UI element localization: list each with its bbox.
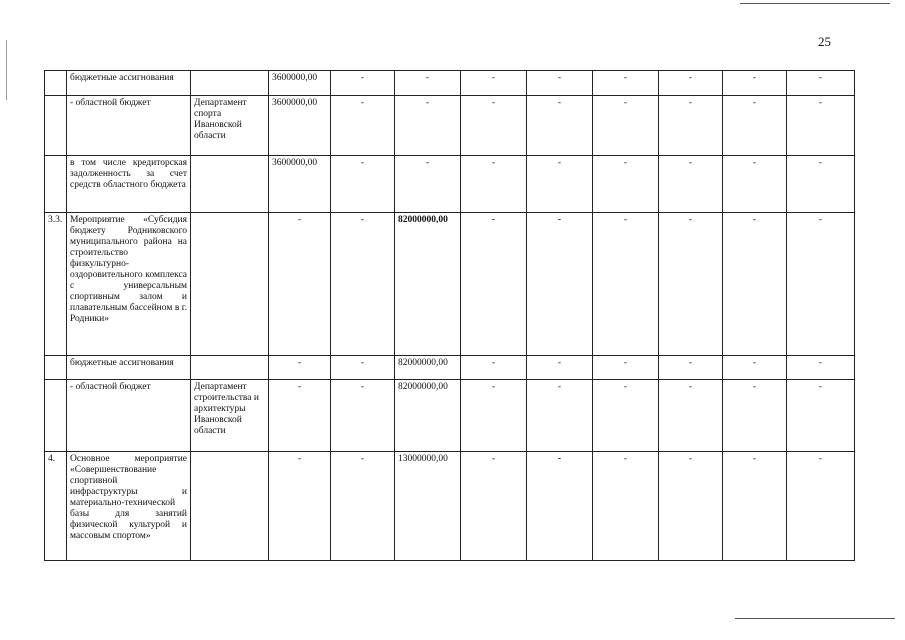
value-cell: - [723, 380, 787, 452]
scan-line-left [6, 40, 7, 100]
value-cell: - [659, 380, 723, 452]
value-cell: - [593, 213, 659, 356]
value-cell: - [593, 71, 659, 96]
value-cell: - [659, 156, 723, 213]
value-cell: - [331, 71, 395, 96]
value-cell: 82000000,00 [395, 213, 461, 356]
value-cell: - [395, 96, 461, 156]
row-number: 4. [45, 452, 67, 561]
value-cell: - [787, 156, 855, 213]
page-number: 25 [818, 34, 831, 49]
value-cell: - [461, 356, 527, 380]
value-cell: - [787, 96, 855, 156]
value-cell: - [787, 356, 855, 380]
row-executor [191, 213, 269, 356]
value-cell: - [659, 213, 723, 356]
row-executor [191, 452, 269, 561]
row-executor [191, 356, 269, 380]
value-cell: - [395, 71, 461, 96]
value-cell: - [659, 96, 723, 156]
value-cell: - [461, 71, 527, 96]
value-cell: - [723, 452, 787, 561]
value-cell: - [331, 213, 395, 356]
table-row [45, 71, 855, 96]
value-cell: - [527, 71, 593, 96]
value-cell: - [787, 213, 855, 356]
row-number [45, 96, 67, 156]
row-number [45, 356, 67, 380]
value-cell: - [331, 380, 395, 452]
row-number [45, 71, 67, 96]
value-cell: - [269, 380, 331, 452]
value-cell: - [269, 452, 331, 561]
table-row [45, 96, 855, 156]
value-cell: 3600000,00 [269, 96, 331, 156]
table-row [45, 156, 855, 213]
row-name: - областной бюджет [67, 380, 191, 452]
value-cell: - [787, 452, 855, 561]
value-cell: - [527, 213, 593, 356]
row-executor: Департамент строительства и архитектуры Ивановской области [191, 380, 269, 452]
scan-line-bottom [735, 618, 895, 619]
value-cell: - [659, 71, 723, 96]
value-cell: - [461, 156, 527, 213]
value-cell: - [331, 356, 395, 380]
value-cell: - [787, 71, 855, 96]
value-cell: - [723, 96, 787, 156]
row-name: - областной бюджет [67, 96, 191, 156]
value-cell: 3600000,00 [269, 156, 331, 213]
row-executor [191, 156, 269, 213]
value-cell: - [593, 356, 659, 380]
value-cell: - [723, 156, 787, 213]
value-cell: - [659, 356, 723, 380]
value-cell: - [269, 213, 331, 356]
table-row [45, 356, 855, 380]
row-number [45, 156, 67, 213]
value-cell: - [527, 356, 593, 380]
row-number [45, 380, 67, 452]
value-cell: - [461, 96, 527, 156]
value-cell: - [723, 356, 787, 380]
value-cell: - [527, 96, 593, 156]
value-cell: - [527, 156, 593, 213]
row-name: бюджетные ассигнования [67, 71, 191, 96]
row-executor: Департамент спорта Ивановской области [191, 96, 269, 156]
value-cell: - [461, 380, 527, 452]
value-cell: 13000000,00 [395, 452, 461, 561]
value-cell: - [527, 452, 593, 561]
value-cell: - [461, 452, 527, 561]
table-row [45, 213, 855, 356]
value-cell: 82000000,00 [395, 356, 461, 380]
row-name: Основное мероприятие «Совершенствование спортивной инфраструктуры и материально-технической базы для занятий физической культурой и массовым спортом» [67, 452, 191, 561]
value-cell: 3600000,00 [269, 71, 331, 96]
value-cell: - [331, 452, 395, 561]
table-row [45, 380, 855, 452]
value-cell: - [269, 356, 331, 380]
table-row [45, 452, 855, 561]
row-executor [191, 71, 269, 96]
scan-line-top [740, 3, 890, 4]
value-cell: - [723, 71, 787, 96]
value-cell: - [331, 96, 395, 156]
row-name: в том числе кредиторская задолженность за счет средств областного бюджета [67, 156, 191, 213]
value-cell: - [461, 213, 527, 356]
value-cell: - [787, 380, 855, 452]
row-name: Мероприятие «Субсидия бюджету Родниковского муниципального района на строительство физкультурно-оздоровительного комплекса с универсальным спортивным залом и плавательным бассейном в г. Родники» [67, 213, 191, 356]
value-cell: - [593, 156, 659, 213]
row-name: бюджетные ассигнования [67, 356, 191, 380]
value-cell: - [723, 213, 787, 356]
value-cell: - [593, 380, 659, 452]
row-number: 3.3. [45, 213, 67, 356]
value-cell: - [593, 96, 659, 156]
value-cell: - [331, 156, 395, 213]
value-cell: - [659, 452, 723, 561]
value-cell: 82000000,00 [395, 380, 461, 452]
budget-table [44, 70, 855, 561]
value-cell: - [395, 156, 461, 213]
value-cell: - [527, 380, 593, 452]
value-cell: - [593, 452, 659, 561]
